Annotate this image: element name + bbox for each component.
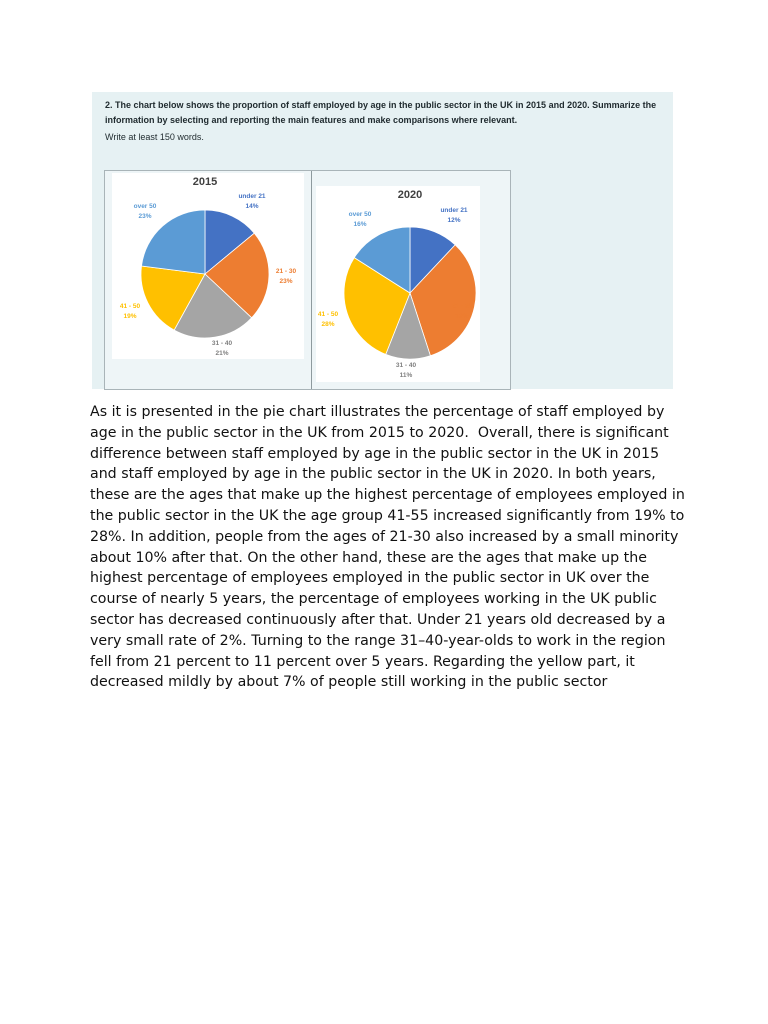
pie-value-41-50: 19% [123, 313, 137, 320]
pie-value-over-50: 16% [353, 221, 367, 228]
pie-chart-2020 [316, 186, 480, 382]
pie-value-21-30: 33% [455, 313, 469, 320]
pie-label-over-50: over 50 [348, 211, 372, 218]
chart-divider [311, 171, 312, 389]
pie-value-over-50: 23% [138, 213, 152, 220]
pie-value-41-50: 28% [321, 321, 335, 328]
pie-label-41-50: 41 - 50 [317, 311, 339, 318]
essay-text: As it is presented in the pie chart illustrates the percentage of staff employed by age in the public sector in the UK from 2015 to 2020. Overall, there is significant difference between staff employed by age in the public sector in the UK in 2015 and staff employed by age in the public sector in the UK in 2020. In both years, these are the ages that make up the highest percentage of employees employed in the public sector in the UK the age group 41-55 increased significantly from 19% to 28%. In addition, people from the ages of 21-30 also increased by a small minority about 10% after that. On the other hand, these are the ages that make up the highest percentage of employees employed in the public sector in UK over the course of nearly 5 years, the percentage of employees working in the UK public sector has decreased continuously after that. Under 21 years old decreased by a very small rate of 2%. Turning to the range 31–40-year-olds to work in the region fell from 21 percent to 11 percent over 5 years. Regarding the yellow part, it decreased mildly by about 7% of people still working in the public sector [90, 404, 690, 691]
pie-label-31-40: 31 - 40 [211, 340, 233, 347]
pie-chart-panel-2020 [316, 186, 480, 382]
pie-value-21-30: 23% [279, 278, 293, 285]
pie-chart-2015 [112, 173, 304, 359]
pie-value-under-21: 12% [447, 217, 461, 224]
pie-label-over-50: over 50 [133, 203, 157, 210]
pie-label-21-30: 21 - 30 [451, 303, 473, 310]
pie-charts-frame [104, 170, 511, 390]
pie-label-41-50: 41 - 50 [119, 303, 141, 310]
pie-title: 2015 [192, 176, 218, 188]
pie-label-under-21: under 21 [238, 193, 266, 200]
pie-title: 2020 [397, 189, 423, 201]
pie-label-21-30: 21 - 30 [275, 268, 297, 275]
task-instruction: Write at least 150 words. [105, 132, 204, 142]
task-prompt-box [92, 92, 673, 389]
pie-chart-panel-2015 [112, 173, 304, 359]
pie-label-under-21: under 21 [440, 207, 468, 214]
pie-value-31-40: 21% [215, 350, 229, 357]
pie-value-under-21: 14% [245, 203, 259, 210]
pie-label-31-40: 31 - 40 [395, 362, 417, 369]
task-question: 2. The chart below shows the proportion of staff employed by age in the public sector in the UK in 2015 and 2020. Summarize the information by selecting and reporting the main features and make comparisons where relevant. [105, 100, 657, 125]
pie-value-31-40: 11% [399, 372, 413, 379]
